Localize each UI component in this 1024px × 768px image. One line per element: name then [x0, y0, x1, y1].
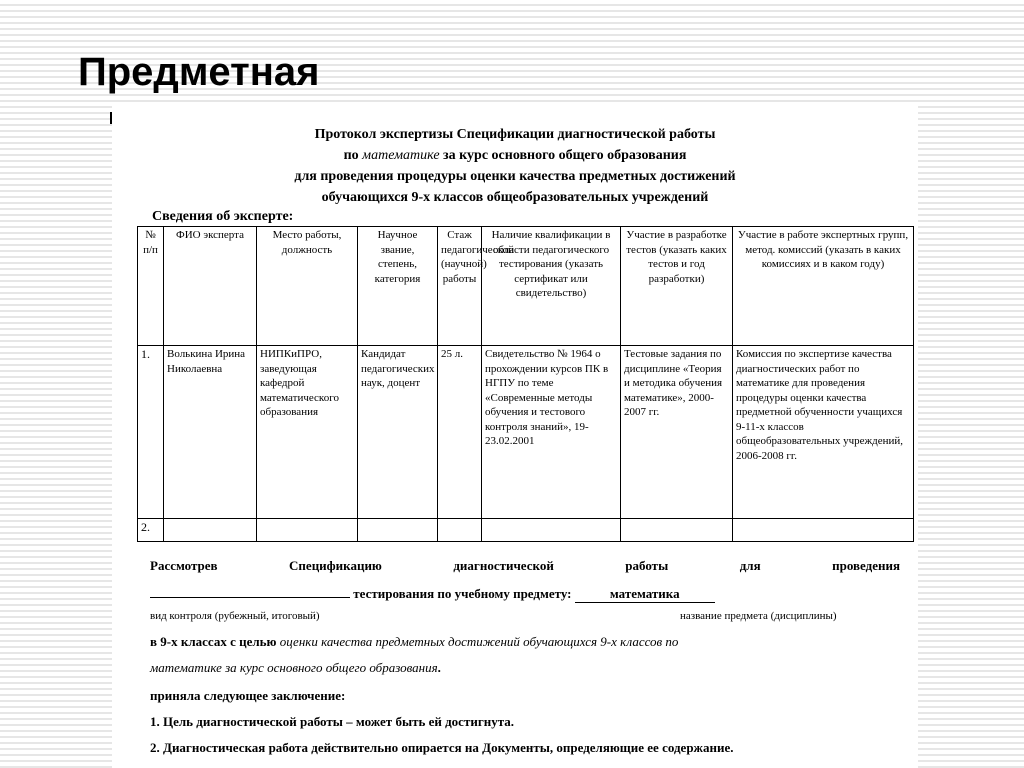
- caption-control-type: вид контроля (рубежный, итоговый): [150, 610, 320, 622]
- protocol-title: [112, 124, 918, 208]
- conclusion-item-1: 1. Цель диагностической работы – может быть ей достигнута.: [150, 714, 515, 729]
- field-captions: [150, 610, 900, 622]
- cell-num: 2.: [138, 519, 164, 542]
- expert-info-heading: Сведения об эксперте:: [152, 209, 294, 224]
- cell-empty: [621, 519, 733, 542]
- cell-qualification: Свидетельство № 1964 о прохождении курсов ПК в НГПУ по теме «Современные методы обучения и тестового контроля знаний», 19-23.02.2001: [482, 346, 621, 519]
- cell-workplace: НИПКиПРО, заведующая кафедрой математического образования: [257, 346, 358, 519]
- header-degree: Научное звание, степень, категория: [358, 227, 438, 346]
- header-experience: Стаж педагогической (научной) работы: [438, 227, 482, 346]
- cell-name: Волькина Ирина Николаевна: [164, 346, 257, 519]
- header-num: № п/п: [138, 227, 164, 346]
- table-row: [138, 346, 914, 519]
- cell-empty: [257, 519, 358, 542]
- cell-commissions: Комиссия по экспертизе качества диагностических работ по математике для проведения процедуры оценки качества предметной обученности учащихся 9-11-х классов общеобразовательных учреждений, 2006-2008 гг.: [733, 346, 914, 519]
- header-qualification: Наличие квалификации в области педагогического тестирования (указать сертификат или свидетельство): [482, 227, 621, 346]
- header-tests: Участие в разработке тестов (указать каких тестов и год разработки): [621, 227, 733, 346]
- conclusion-line-1: Рассмотрев Спецификацию диагностической работы для проведения: [150, 558, 900, 573]
- header-name: ФИО эксперта: [164, 227, 257, 346]
- cell-degree: Кандидат педагогических наук, доцент: [358, 346, 438, 519]
- cell-empty: [164, 519, 257, 542]
- header-workplace: Место работы, должность: [257, 227, 358, 346]
- cell-tests: Тестовые задания по дисциплине «Теория и методика обучения математике», 2000-2007 гг.: [621, 346, 733, 519]
- expert-table: [137, 226, 914, 542]
- protocol-title-line-2: по математике за курс основного общего образования: [343, 148, 687, 163]
- conclusion-heading: приняла следующее заключение:: [150, 688, 346, 703]
- cell-num: 1.: [138, 346, 164, 519]
- protocol-title-line-1: Протокол экспертизы Спецификации диагностической работы: [314, 127, 716, 142]
- control-type-blank: [150, 585, 350, 598]
- conclusion-line-2: тестирования по учебному предмету: математика: [150, 585, 900, 603]
- cell-empty: [358, 519, 438, 542]
- cell-empty: [733, 519, 914, 542]
- conclusion-item-2: 2. Диагностическая работа действительно опирается на Документы, определяющие ее содержание.: [150, 740, 734, 755]
- caption-subject-name: название предмета (дисциплины): [680, 610, 837, 622]
- document-image: [112, 106, 918, 768]
- protocol-title-line-3: для проведения процедуры оценки качества предметных достижений: [294, 169, 736, 184]
- conclusion-line-5: математике за курс основного общего образования.: [150, 660, 441, 675]
- subject-italic: математике: [362, 148, 440, 163]
- cell-empty: [482, 519, 621, 542]
- table-header-row: [138, 227, 914, 346]
- header-commissions: Участие в работе экспертных групп, метод. комиссий (указать в каких комиссиях и в каком году): [733, 227, 914, 346]
- subject-field: математика: [575, 586, 715, 603]
- slide-title: Предметная: [78, 50, 320, 94]
- conclusion-line-4: в 9-х классах с целью оценки качества предметных достижений обучающихся 9-х классов по: [150, 634, 679, 649]
- protocol-title-line-4: обучающихся 9-х классов общеобразовательных учреждений: [321, 190, 709, 205]
- cell-empty: [438, 519, 482, 542]
- table-row: [138, 519, 914, 542]
- cell-experience: 25 л.: [438, 346, 482, 519]
